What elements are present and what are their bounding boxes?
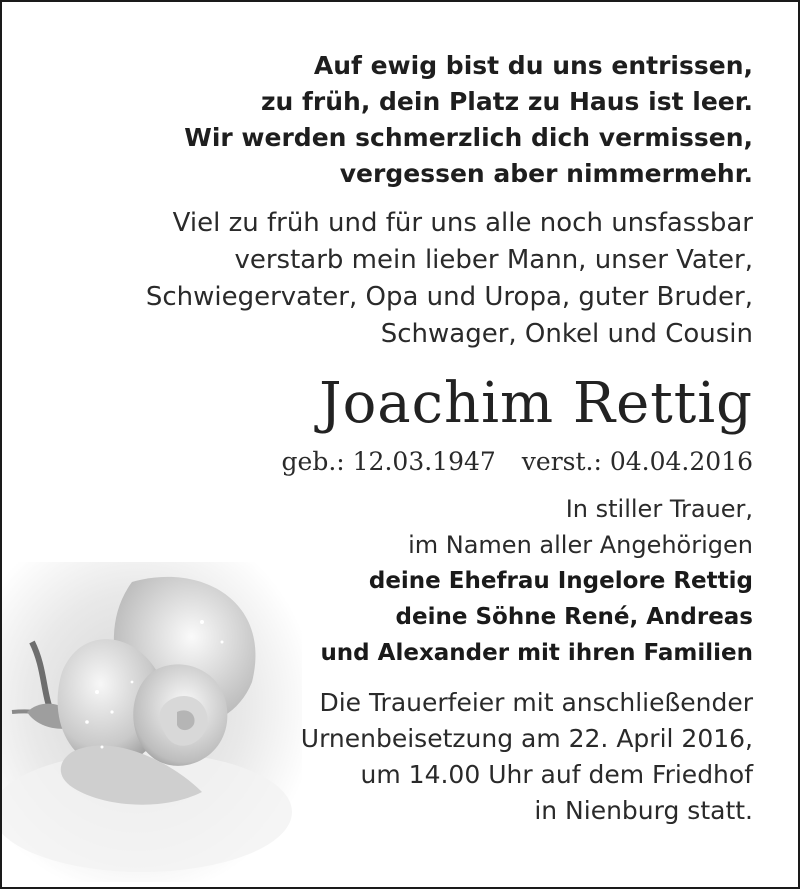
poem-line: zu früh, dein Platz zu Haus ist leer. — [260, 87, 753, 116]
family-line: deine Söhne René, Andreas — [395, 604, 753, 630]
mourning-statement — [33, 491, 753, 563]
poem-line: Wir werden schmerzlich dich vermissen, — [184, 123, 753, 152]
family-line: deine Ehefrau Ingelore Rettig — [368, 568, 753, 594]
funeral-line: um 14.00 Uhr auf dem Friedhof — [360, 760, 753, 789]
announcement-line: Schwager, Onkel und Cousin — [380, 319, 753, 349]
funeral-line: Urnenbeisetzung am 22. April 2016, — [300, 724, 753, 753]
mourning-line: In stiller Trauer, — [565, 495, 753, 523]
announcement-line: verstarb mein lieber Mann, unser Vater, — [234, 245, 753, 275]
poem-line: Auf ewig bist du uns entrissen, — [313, 51, 753, 80]
family-signatories — [33, 563, 753, 671]
announcement-line: Viel zu früh und für uns alle noch unsfassbar — [172, 208, 753, 238]
mourning-line: im Namen aller Angehörigen — [408, 531, 753, 559]
memorial-poem — [33, 48, 753, 192]
announcement-line: Schwiegervater, Opa und Uropa, guter Bruder, — [145, 282, 753, 312]
death-announcement — [33, 205, 753, 353]
deceased-name: Joachim Rettig — [319, 371, 753, 436]
funeral-details — [33, 685, 753, 829]
family-line: und Alexander mit ihren Familien — [320, 640, 753, 666]
funeral-line: Die Trauerfeier mit anschließender — [319, 688, 753, 717]
poem-line: vergessen aber nimmermehr. — [339, 159, 753, 188]
notice-text — [33, 42, 753, 829]
life-dates — [33, 445, 753, 479]
death-date: verst.: 04.04.2016 — [521, 447, 753, 476]
birth-date: geb.: 12.03.1947 — [281, 447, 496, 476]
funeral-line: in Nienburg statt. — [534, 796, 753, 825]
